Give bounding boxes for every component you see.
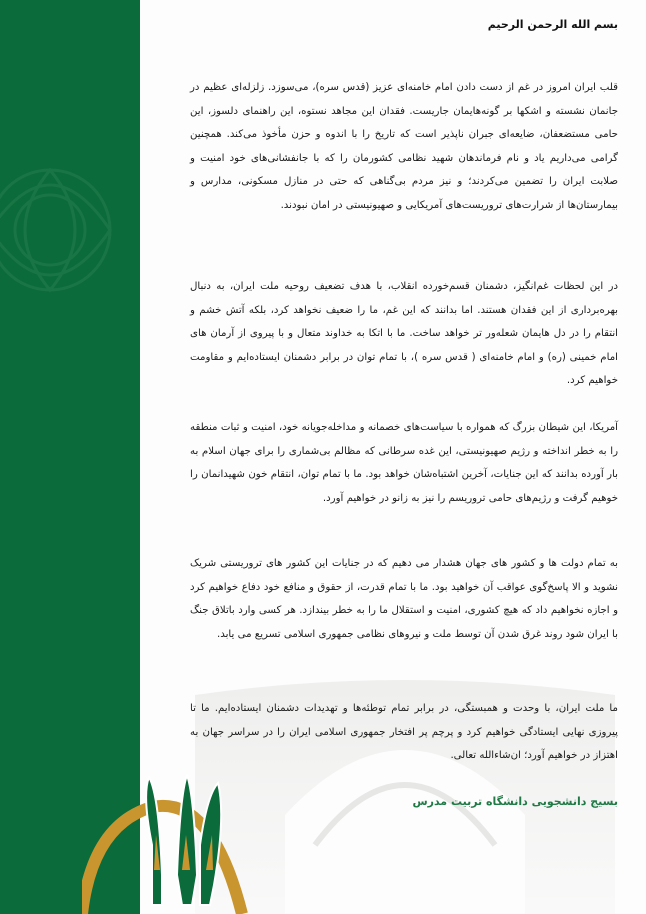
basmala-heading: بسم الله الرحمن الرحیم — [487, 18, 618, 31]
cypress-logo-icon — [82, 775, 262, 914]
paragraph-2: در این لحظات غم‌انگیز، دشمنان قسم‌خورده انقلاب، با هدف تضعیف روحیه ملت ایران، به دنبال بهره‌برداری از این فقدان هستند. اما بدانند که این غم، ما را ضعیف نخواهد کرد، بلکه آتش خشم و انتقام را در دل هایمان شعله‌ور تر خواهد ساخت. ما با اتکا به خداوند متعال و با پیروی از آرمان های امام خمینی (ره) و امام خامنه‌ای ( قدس سره )، با تمام توان در برابر دشمنان ایستاده‌ایم و مقاومت خواهیم کرد. — [190, 281, 618, 387]
paragraph-4: به تمام دولت ها و کشور های جهان هشدار می دهیم که در جنایات این کشور های تروریستی شریک نشوید و الا پاسخ‌گوی عواقب آن خواهید بود. ما با تمام قدرت، از حقوق و منافع خود دفاع خواهیم کرد و اجازه نخواهیم داد که هیچ کشوری، امنیت و استقلال ما را به خطر بیندازد. هر کسی وارد باتلاق جنگ با ایران شود روند غرق شدن آن توسط ملت و نیروهای نظامی جمهوری اسلامی تسریع می یابد. — [190, 558, 618, 640]
floral-pattern-icon — [0, 120, 140, 340]
signature: بسیج دانشجویی دانشگاه تربیت مدرس — [412, 795, 618, 808]
paragraph-3: آمریکا، این شیطان بزرگ که همواره با سیاست‌های خصمانه و مداخله‌جویانه خود، امنیت و ثبات منطقه را به خطر انداخته و رژیم صهیونیستی، این غده سرطانی که مظالم بی‌شماری را برای جهان اسلام به بار آورده بدانند که این جنایات، آخرین اشتباه‌شان خواهد بود. ما با تمام توان، انتقام خون شهیدانمان را خوهیم گرفت و رژیم‌های حامی تروریسم را نیز به زانو در خواهیم آورد. — [190, 422, 618, 504]
paragraph-5: ما ملت ایران، با وحدت و همبستگی، در برابر تمام توطئه‌ها و تهدیدات دشمنان ایستاده‌ایم. ما تا پیروزی نهایی ایستادگی خواهیم کرد و پرچم پر افتخار جمهوری اسلامی ایران را در سراسر جهان به اهتزاز در خواهیم آورد؛ ان‌شاءالله تعالی. — [190, 703, 618, 762]
paragraph-1: قلب ایران امروز در غم از دست دادن امام خامنه‌ای عزیز (قدس سره)، می‌سوزد. زلزله‌ای عظیم در جانمان نشسته و اشکها بر گونه‌هایمان جاریست. فقدان این مجاهد نستوه، این راهنمای دلسوز، این حامی مستضعفان، ضایعه‌ای جبران ناپذیر است که تاریخ را با اندوه و حزن مأخوذ می‌کند. همچنین گرامی می‌داریم یاد و نام فرماندهان شهید نظامی کشورمان را که با جانفشانی‌های خود امنیت و صلابت ایران را تضمین می‌کردند؛ و نیز مردم بی‌گناهی که حتی در منازل مسکونی، مدارس و بیمارستان‌ها از شرارت‌های تروریست‌های آمریکایی و صهیونیستی در امان نبودند. — [190, 82, 618, 211]
